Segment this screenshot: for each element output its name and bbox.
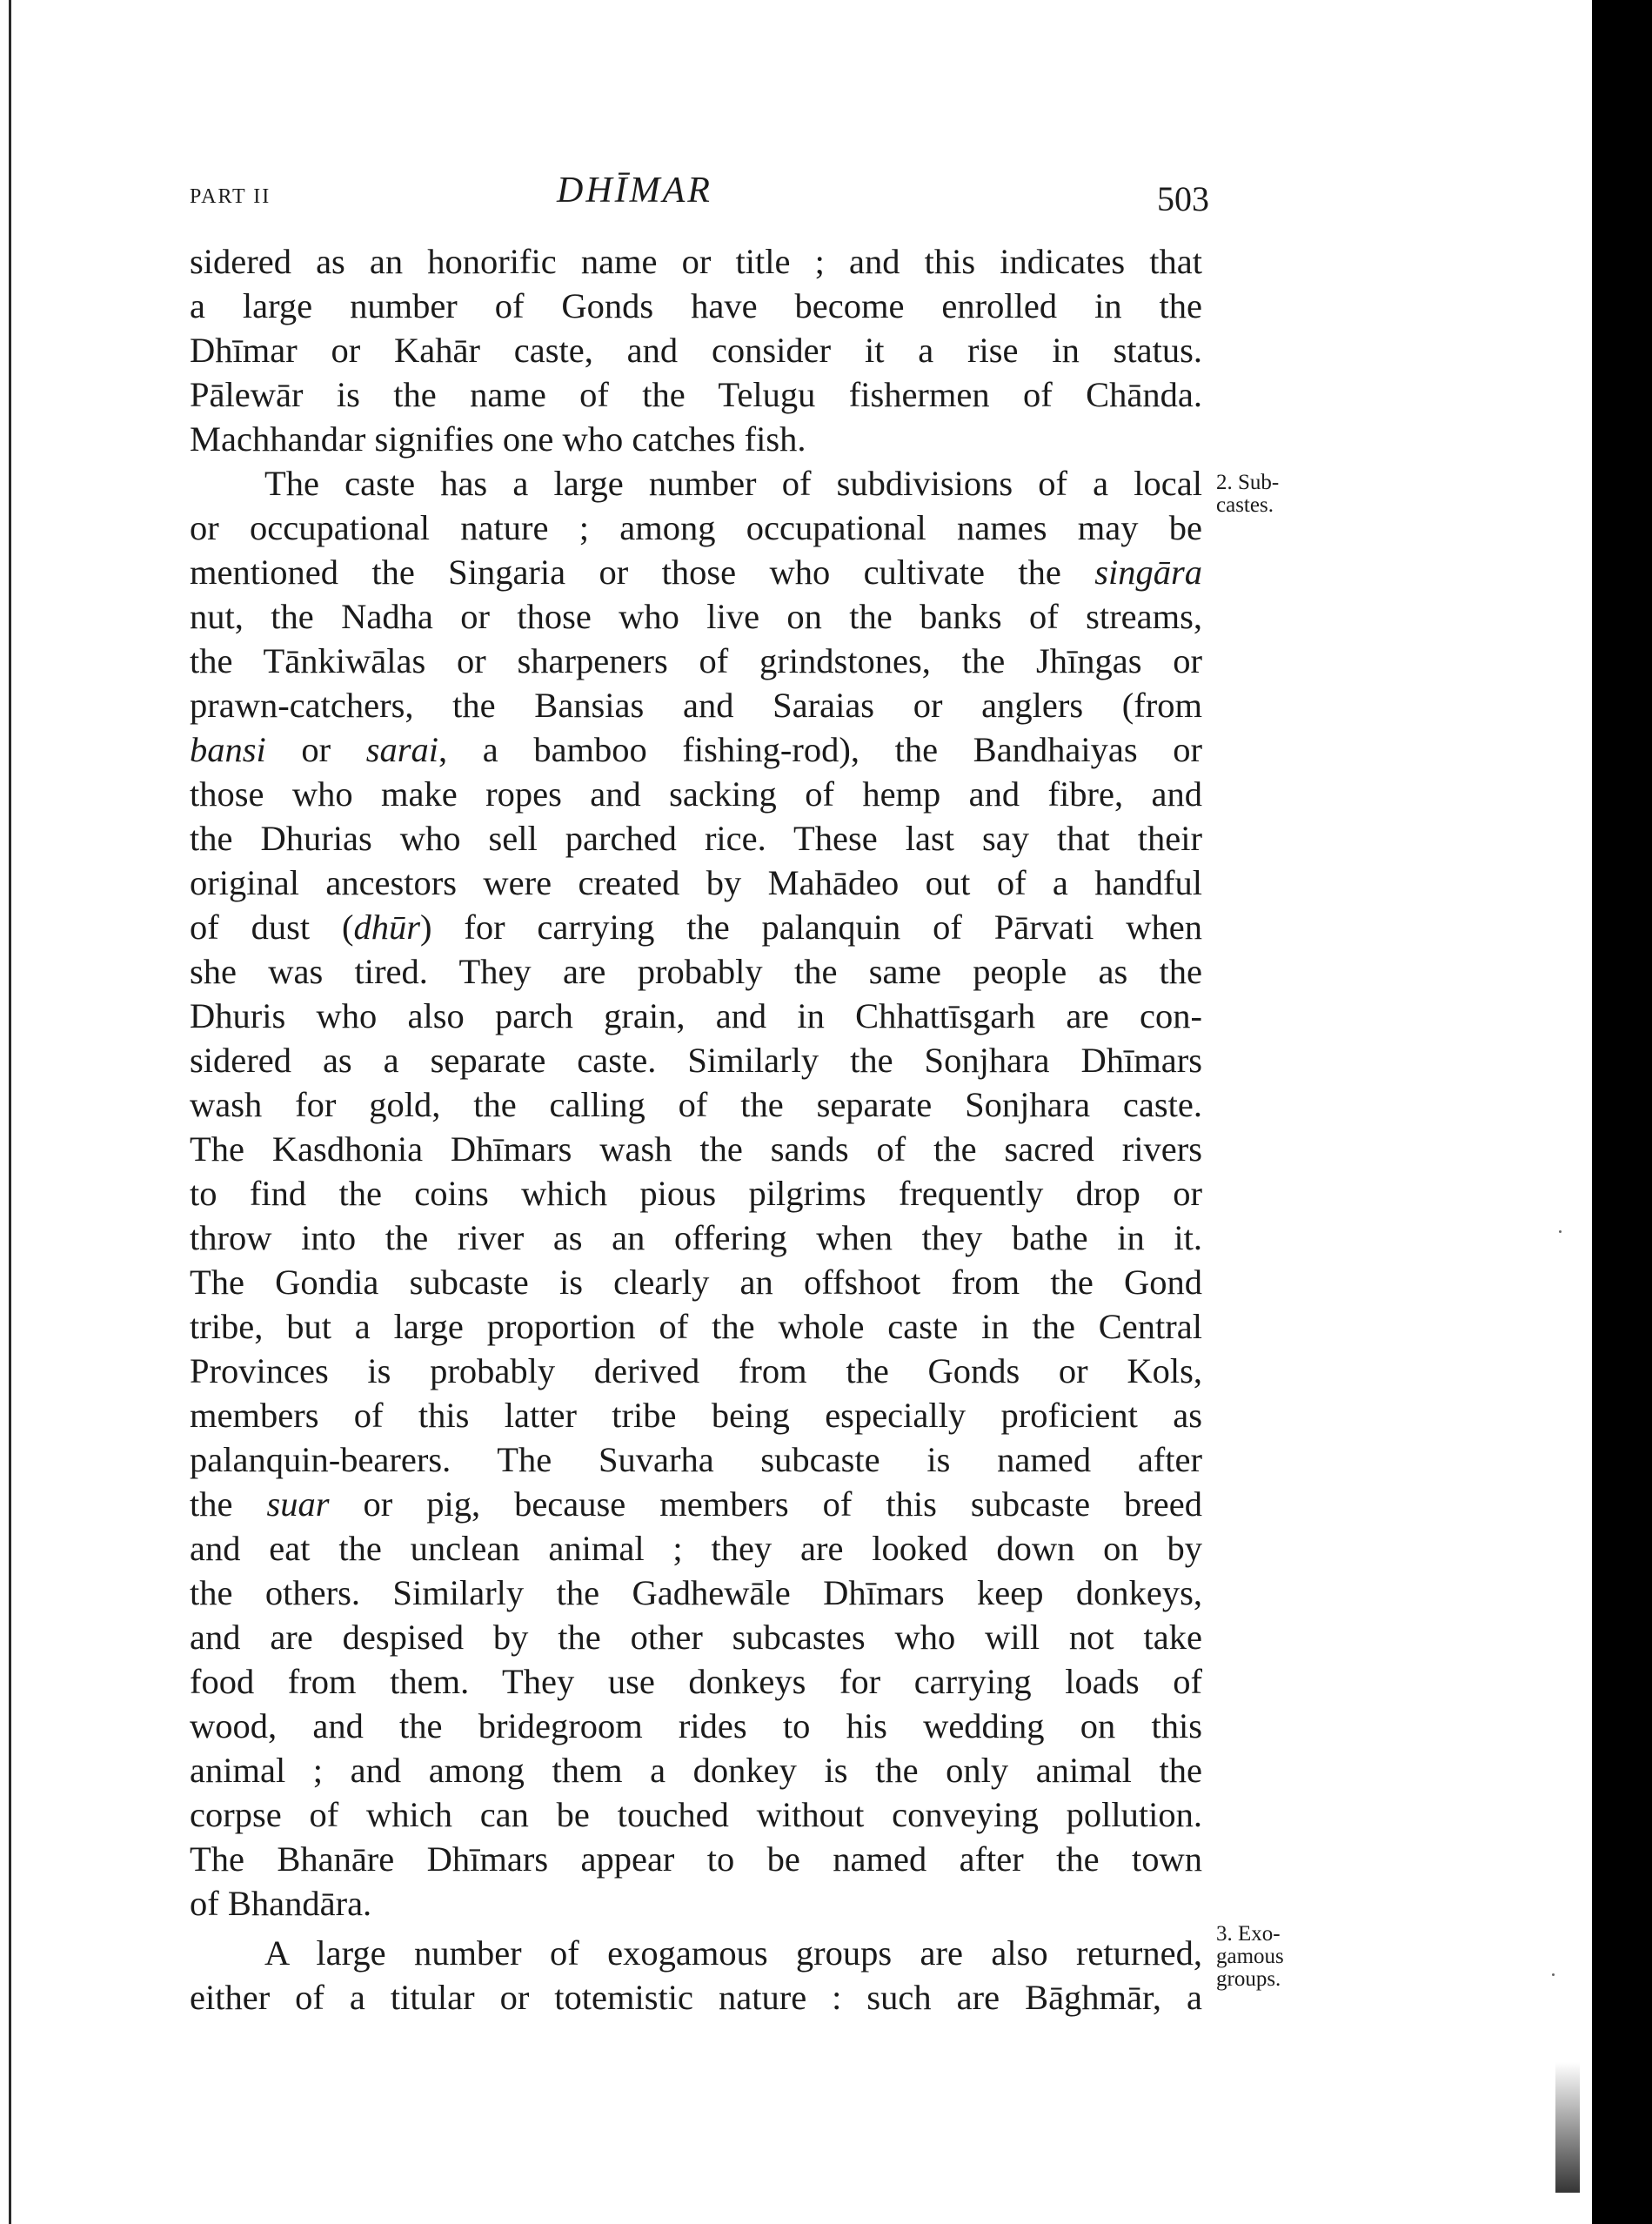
part-label: PART II <box>190 185 271 208</box>
text-line: the others. Similarly the Gadhewāle Dhīmars keep donkeys, <box>190 1573 1202 1612</box>
scan-artifact <box>1555 2062 1580 2193</box>
text-line: a large number of Gonds have become enrolled in the <box>190 286 1202 325</box>
margin-note-exogamous-groups <box>1216 1923 1284 1991</box>
text-line: prawn-catchers, the Bansias and Saraias or anglers (from <box>190 686 1202 725</box>
text-line: of dust (dhūr) for carrying the palanquin of Pārvati when <box>190 908 1202 947</box>
text-line: tribe, but a large proportion of the whole caste in the Central <box>190 1307 1202 1346</box>
scan-speck <box>1559 1230 1562 1233</box>
scan-speck <box>1552 1973 1555 1976</box>
text-line: A large number of exogamous groups are also returned, <box>264 1933 1202 1973</box>
page-header <box>0 170 1652 231</box>
text-line: Dhuris who also parch grain, and in Chhattīsgarh are con- <box>190 996 1202 1035</box>
text-line: Provinces is probably derived from the Gonds or Kols, <box>190 1351 1202 1390</box>
running-title: DHĪMAR <box>557 171 712 211</box>
text-line: nut, the Nadha or those who live on the banks of streams, <box>190 597 1202 636</box>
page-number: 503 <box>1157 179 1209 218</box>
text-line: animal ; and among them a donkey is the only animal the <box>190 1751 1202 1790</box>
text-line: of Bhandāra. <box>190 1884 372 1923</box>
text-line: throw into the river as an offering when they bathe in it. <box>190 1218 1202 1257</box>
text-line: The caste has a large number of subdivisions of a local <box>264 464 1202 503</box>
text-line: the Tānkiwālas or sharpeners of grindstones, the Jhīngas or <box>190 641 1202 680</box>
text-line: food from them. They use donkeys for carrying loads of <box>190 1662 1202 1701</box>
text-line: Dhīmar or Kahār caste, and consider it a rise in status. <box>190 331 1202 370</box>
text-line: or occupational nature ; among occupational names may be <box>190 508 1202 547</box>
text-line: she was tired. They are probably the same people as the <box>190 952 1202 991</box>
text-line: The Bhanāre Dhīmars appear to be named after the town <box>190 1839 1202 1879</box>
margin-note-line: castes. <box>1216 493 1274 517</box>
text-line: Machhandar signifies one who catches fish. <box>190 419 806 459</box>
text-line: The Kasdhonia Dhīmars wash the sands of the sacred rivers <box>190 1129 1202 1169</box>
text-line: to find the coins which pious pilgrims frequently drop or <box>190 1174 1202 1213</box>
text-line: bansi or sarai, a bamboo fishing-rod), the Bandhaiyas or <box>190 730 1202 769</box>
text-line: sidered as an honorific name or title ; and this indicates that <box>190 242 1202 281</box>
text-line: wash for gold, the calling of the separate Sonjhara caste. <box>190 1085 1202 1124</box>
text-line: mentioned the Singaria or those who cultivate the singāra <box>190 553 1202 592</box>
body-text <box>190 239 1202 2020</box>
text-line: sidered as a separate caste. Similarly the Sonjhara Dhīmars <box>190 1041 1202 1080</box>
text-line: palanquin-bearers. The Suvarha subcaste is named after <box>190 1440 1202 1479</box>
margin-note-subcastes <box>1216 472 1279 517</box>
margin-note-line: gamous <box>1216 1945 1284 1968</box>
scan-border <box>1592 0 1652 2224</box>
margin-note-line: groups. <box>1216 1967 1281 1991</box>
text-line: members of this latter tribe being especially proficient as <box>190 1396 1202 1435</box>
margin-note-line: 2. Sub- <box>1216 471 1280 494</box>
page-edge-shadow <box>9 0 11 2224</box>
text-line: and are despised by the other subcastes who will not take <box>190 1618 1202 1657</box>
text-line: the suar or pig, because members of this subcaste breed <box>190 1484 1202 1524</box>
text-line: and eat the unclean animal ; they are looked down on by <box>190 1529 1202 1568</box>
text-line: original ancestors were created by Mahādeo out of a handful <box>190 863 1202 902</box>
text-line: the Dhurias who sell parched rice. These last say that their <box>190 819 1202 858</box>
margin-note-line: 3. Exo- <box>1216 1922 1281 1946</box>
text-line: wood, and the bridegroom rides to his wedding on this <box>190 1706 1202 1745</box>
text-line: corpse of which can be touched without conveying pollution. <box>190 1795 1202 1834</box>
text-line: The Gondia subcaste is clearly an offshoot from the Gond <box>190 1263 1202 1302</box>
text-line: either of a titular or totemistic nature : such are Bāghmār, a <box>190 1978 1202 2017</box>
text-line: Pālewār is the name of the Telugu fishermen of Chānda. <box>190 375 1202 414</box>
text-line: those who make ropes and sacking of hemp and fibre, and <box>190 774 1202 814</box>
